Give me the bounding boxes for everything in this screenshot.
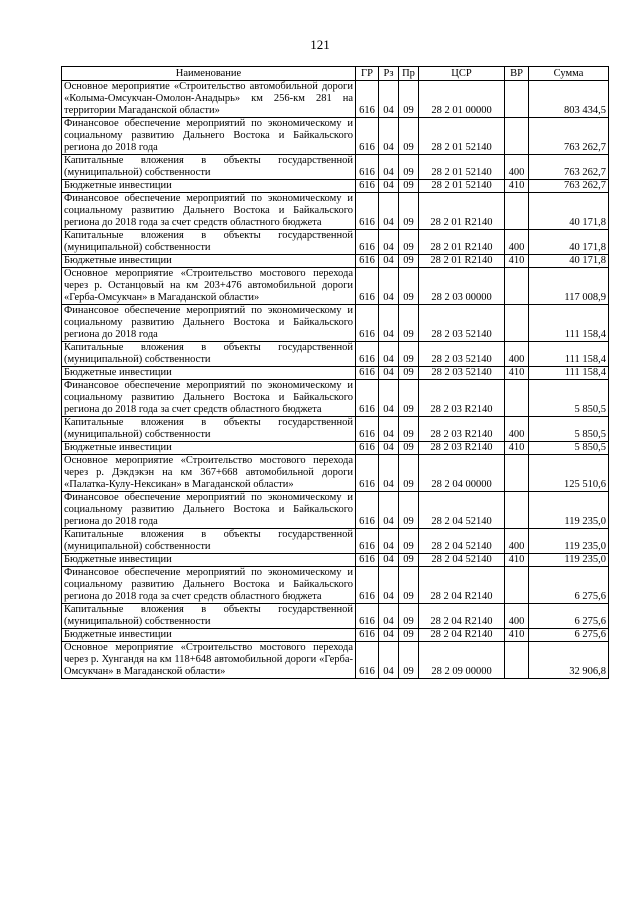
cell-vr	[505, 642, 529, 679]
cell-rz: 04	[379, 554, 399, 567]
cell-csr: 28 2 09 00000	[419, 642, 505, 679]
cell-sum: 6 275,6	[529, 604, 609, 629]
cell-pr: 09	[399, 81, 419, 118]
cell-csr: 28 2 03 52140	[419, 342, 505, 367]
cell-csr: 28 2 01 R2140	[419, 193, 505, 230]
cell-rz: 04	[379, 604, 399, 629]
table-row	[62, 305, 609, 342]
table-row	[62, 155, 609, 180]
cell-rz: 04	[379, 367, 399, 380]
cell-rz: 04	[379, 455, 399, 492]
cell-rz: 04	[379, 342, 399, 367]
cell-vr: 410	[505, 255, 529, 268]
cell-rz: 04	[379, 305, 399, 342]
cell-rz: 04	[379, 180, 399, 193]
cell-name: Капитальные вложения в объекты государственной (муниципальной) собственности	[62, 230, 356, 255]
cell-vr	[505, 193, 529, 230]
cell-gr: 616	[356, 118, 379, 155]
cell-name: Бюджетные инвестиции	[62, 554, 356, 567]
table-row	[62, 255, 609, 268]
cell-rz: 04	[379, 380, 399, 417]
table-body	[62, 81, 609, 679]
cell-gr: 616	[356, 81, 379, 118]
table-header-row	[62, 67, 609, 81]
table-row	[62, 268, 609, 305]
cell-sum: 125 510,6	[529, 455, 609, 492]
cell-gr: 616	[356, 255, 379, 268]
cell-vr: 400	[505, 342, 529, 367]
cell-sum: 40 171,8	[529, 230, 609, 255]
cell-gr: 616	[356, 455, 379, 492]
header-csr: ЦСР	[419, 67, 505, 81]
cell-sum: 5 850,5	[529, 442, 609, 455]
cell-vr	[505, 81, 529, 118]
table-row	[62, 230, 609, 255]
cell-sum: 119 235,0	[529, 554, 609, 567]
cell-gr: 616	[356, 529, 379, 554]
cell-name: Капитальные вложения в объекты государственной (муниципальной) собственности	[62, 342, 356, 367]
cell-csr: 28 2 01 52140	[419, 118, 505, 155]
cell-sum: 763 262,7	[529, 118, 609, 155]
table-row	[62, 380, 609, 417]
cell-rz: 04	[379, 417, 399, 442]
table-row	[62, 118, 609, 155]
cell-rz: 04	[379, 567, 399, 604]
cell-vr: 410	[505, 442, 529, 455]
cell-rz: 04	[379, 529, 399, 554]
cell-pr: 09	[399, 492, 419, 529]
cell-pr: 09	[399, 380, 419, 417]
cell-gr: 616	[356, 567, 379, 604]
table-row	[62, 367, 609, 380]
header-pr: Пр	[399, 67, 419, 81]
cell-rz: 04	[379, 268, 399, 305]
cell-csr: 28 2 04 R2140	[419, 567, 505, 604]
cell-csr: 28 2 01 R2140	[419, 255, 505, 268]
table-row	[62, 81, 609, 118]
table-row	[62, 554, 609, 567]
cell-name: Финансовое обеспечение мероприятий по экономическому и социальному развитию Дальнего Востока и Байкальского региона до 2018 года	[62, 118, 356, 155]
cell-name: Основное мероприятие «Строительство мостового перехода через р. Останцовый на км 203+476 автомобильной дороги «Герба-Омсукчан» в Магаданской области»	[62, 268, 356, 305]
table-row	[62, 567, 609, 604]
cell-gr: 616	[356, 180, 379, 193]
cell-csr: 28 2 03 R2140	[419, 380, 505, 417]
cell-vr: 400	[505, 604, 529, 629]
cell-vr	[505, 268, 529, 305]
cell-vr	[505, 305, 529, 342]
cell-pr: 09	[399, 342, 419, 367]
budget-table	[61, 66, 609, 679]
cell-vr	[505, 118, 529, 155]
cell-sum: 6 275,6	[529, 567, 609, 604]
cell-vr: 410	[505, 180, 529, 193]
cell-csr: 28 2 03 52140	[419, 305, 505, 342]
cell-name: Капитальные вложения в объекты государственной (муниципальной) собственности	[62, 529, 356, 554]
cell-sum: 32 906,8	[529, 642, 609, 679]
cell-sum: 803 434,5	[529, 81, 609, 118]
cell-sum: 5 850,5	[529, 417, 609, 442]
cell-rz: 04	[379, 255, 399, 268]
cell-gr: 616	[356, 230, 379, 255]
cell-gr: 616	[356, 380, 379, 417]
cell-pr: 09	[399, 455, 419, 492]
cell-gr: 616	[356, 417, 379, 442]
table-row	[62, 455, 609, 492]
cell-gr: 616	[356, 155, 379, 180]
cell-csr: 28 2 01 00000	[419, 81, 505, 118]
cell-sum: 111 158,4	[529, 342, 609, 367]
cell-csr: 28 2 04 52140	[419, 529, 505, 554]
cell-gr: 616	[356, 492, 379, 529]
header-name: Наименование	[62, 67, 356, 81]
cell-gr: 616	[356, 268, 379, 305]
cell-vr: 400	[505, 230, 529, 255]
cell-csr: 28 2 01 52140	[419, 155, 505, 180]
cell-name: Капитальные вложения в объекты государственной (муниципальной) собственности	[62, 604, 356, 629]
cell-name: Бюджетные инвестиции	[62, 180, 356, 193]
header-rz: Рз	[379, 67, 399, 81]
cell-sum: 40 171,8	[529, 193, 609, 230]
table-row	[62, 180, 609, 193]
table-row	[62, 604, 609, 629]
cell-csr: 28 2 04 R2140	[419, 629, 505, 642]
table-row	[62, 629, 609, 642]
cell-vr	[505, 567, 529, 604]
cell-pr: 09	[399, 268, 419, 305]
cell-rz: 04	[379, 442, 399, 455]
cell-pr: 09	[399, 567, 419, 604]
cell-pr: 09	[399, 642, 419, 679]
cell-gr: 616	[356, 554, 379, 567]
cell-pr: 09	[399, 155, 419, 180]
header-vr: ВР	[505, 67, 529, 81]
cell-gr: 616	[356, 629, 379, 642]
cell-rz: 04	[379, 155, 399, 180]
cell-gr: 616	[356, 193, 379, 230]
table-row	[62, 442, 609, 455]
cell-name: Основное мероприятие «Строительство автомобильной дороги «Колыма-Омсукчан-Омолон-Анадырь» км 256-км 281 на территории Магаданской области»	[62, 81, 356, 118]
cell-csr: 28 2 04 52140	[419, 492, 505, 529]
cell-name: Финансовое обеспечение мероприятий по экономическому и социальному развитию Дальнего Востока и Байкальского региона до 2018 года	[62, 305, 356, 342]
cell-sum: 111 158,4	[529, 305, 609, 342]
cell-rz: 04	[379, 642, 399, 679]
cell-vr: 410	[505, 554, 529, 567]
table-row	[62, 529, 609, 554]
cell-gr: 616	[356, 604, 379, 629]
table-row	[62, 492, 609, 529]
cell-vr: 410	[505, 629, 529, 642]
header-gr: ГР	[356, 67, 379, 81]
cell-rz: 04	[379, 230, 399, 255]
cell-csr: 28 2 04 R2140	[419, 604, 505, 629]
cell-name: Финансовое обеспечение мероприятий по экономическому и социальному развитию Дальнего Востока и Байкальского региона до 2018 года за счет средств областного бюджета	[62, 380, 356, 417]
cell-pr: 09	[399, 417, 419, 442]
cell-pr: 09	[399, 118, 419, 155]
table-row	[62, 417, 609, 442]
table-row	[62, 642, 609, 679]
cell-name: Бюджетные инвестиции	[62, 367, 356, 380]
cell-name: Капитальные вложения в объекты государственной (муниципальной) собственности	[62, 417, 356, 442]
cell-vr: 400	[505, 529, 529, 554]
header-sum: Сумма	[529, 67, 609, 81]
cell-csr: 28 2 04 00000	[419, 455, 505, 492]
cell-gr: 616	[356, 342, 379, 367]
cell-name: Капитальные вложения в объекты государственной (муниципальной) собственности	[62, 155, 356, 180]
cell-pr: 09	[399, 193, 419, 230]
cell-name: Основное мероприятие «Строительство мостового перехода через р. Дэкдэкэн на км 367+668 автомобильной дороги «Палатка-Кулу-Нексикан» в Магаданской области»	[62, 455, 356, 492]
cell-gr: 616	[356, 367, 379, 380]
table-row	[62, 193, 609, 230]
cell-sum: 119 235,0	[529, 492, 609, 529]
cell-pr: 09	[399, 554, 419, 567]
cell-sum: 5 850,5	[529, 380, 609, 417]
cell-vr	[505, 455, 529, 492]
cell-name: Бюджетные инвестиции	[62, 629, 356, 642]
cell-csr: 28 2 01 R2140	[419, 230, 505, 255]
cell-rz: 04	[379, 492, 399, 529]
cell-pr: 09	[399, 442, 419, 455]
cell-name: Финансовое обеспечение мероприятий по экономическому и социальному развитию Дальнего Востока и Байкальского региона до 2018 года за счет средств областного бюджета	[62, 567, 356, 604]
cell-rz: 04	[379, 193, 399, 230]
cell-pr: 09	[399, 255, 419, 268]
cell-pr: 09	[399, 305, 419, 342]
cell-pr: 09	[399, 230, 419, 255]
page-number: 121	[310, 37, 330, 52]
cell-rz: 04	[379, 81, 399, 118]
cell-name: Основное мероприятие «Строительство мостового перехода через р. Хунгандя на км 118+648 автомобильной дороги «Герба-Омсукчан» в Магаданской области»	[62, 642, 356, 679]
cell-name: Финансовое обеспечение мероприятий по экономическому и социальному развитию Дальнего Востока и Байкальского региона до 2018 года за счет средств областного бюджета	[62, 193, 356, 230]
cell-vr: 400	[505, 155, 529, 180]
cell-sum: 117 008,9	[529, 268, 609, 305]
cell-pr: 09	[399, 367, 419, 380]
cell-name: Бюджетные инвестиции	[62, 442, 356, 455]
cell-csr: 28 2 04 52140	[419, 554, 505, 567]
cell-rz: 04	[379, 629, 399, 642]
cell-csr: 28 2 03 00000	[419, 268, 505, 305]
cell-csr: 28 2 01 52140	[419, 180, 505, 193]
cell-gr: 616	[356, 642, 379, 679]
cell-name: Финансовое обеспечение мероприятий по экономическому и социальному развитию Дальнего Востока и Байкальского региона до 2018 года	[62, 492, 356, 529]
cell-vr: 400	[505, 417, 529, 442]
cell-pr: 09	[399, 529, 419, 554]
cell-vr	[505, 380, 529, 417]
table-row	[62, 342, 609, 367]
cell-sum: 763 262,7	[529, 155, 609, 180]
cell-pr: 09	[399, 629, 419, 642]
cell-sum: 40 171,8	[529, 255, 609, 268]
cell-pr: 09	[399, 604, 419, 629]
cell-gr: 616	[356, 442, 379, 455]
cell-sum: 111 158,4	[529, 367, 609, 380]
cell-vr	[505, 492, 529, 529]
cell-vr: 410	[505, 367, 529, 380]
cell-gr: 616	[356, 305, 379, 342]
cell-rz: 04	[379, 118, 399, 155]
cell-name: Бюджетные инвестиции	[62, 255, 356, 268]
cell-csr: 28 2 03 R2140	[419, 417, 505, 442]
cell-csr: 28 2 03 R2140	[419, 442, 505, 455]
cell-sum: 763 262,7	[529, 180, 609, 193]
cell-sum: 6 275,6	[529, 629, 609, 642]
cell-pr: 09	[399, 180, 419, 193]
cell-sum: 119 235,0	[529, 529, 609, 554]
cell-csr: 28 2 03 52140	[419, 367, 505, 380]
